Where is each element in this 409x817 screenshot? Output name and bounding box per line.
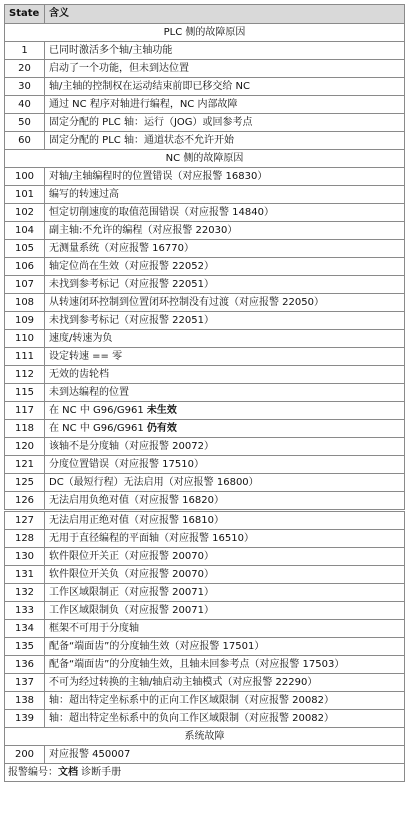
table-header-row bbox=[5, 5, 405, 24]
section-title: 系统故障 bbox=[5, 728, 405, 746]
state-meaning bbox=[45, 511, 405, 530]
table-row bbox=[5, 222, 405, 240]
table-row bbox=[5, 438, 405, 456]
table-row bbox=[5, 384, 405, 402]
state-code: 40 bbox=[5, 96, 45, 114]
state-meaning bbox=[45, 692, 405, 710]
meaning-text: 未找到参考标记（对应报警 22051） bbox=[49, 314, 214, 326]
state-code: 132 bbox=[5, 584, 45, 602]
table-row bbox=[5, 186, 405, 204]
meaning-text: 框架不可用于分度轴 bbox=[49, 622, 139, 634]
section-header-row bbox=[5, 150, 405, 168]
meaning-text: 从转速闭环控制到位置闭环控制没有过渡（对应报警 22050） bbox=[49, 296, 324, 308]
table-row bbox=[5, 474, 405, 492]
state-code: 30 bbox=[5, 78, 45, 96]
meaning-text: 该轴不是分度轴（对应报警 20072） bbox=[49, 440, 214, 452]
state-code: 101 bbox=[5, 186, 45, 204]
table-row bbox=[5, 638, 405, 656]
state-meaning bbox=[45, 474, 405, 492]
meaning-text: 对应报警 450007 bbox=[49, 748, 131, 760]
state-code: 120 bbox=[5, 438, 45, 456]
state-code: 112 bbox=[5, 366, 45, 384]
meaning-text: 已同时激活多个轴/主轴功能 bbox=[49, 44, 173, 56]
meaning-text: 无用于直径编程的平面轴（对应报警 16510） bbox=[49, 532, 254, 544]
table-row bbox=[5, 620, 405, 638]
state-meaning bbox=[45, 584, 405, 602]
state-meaning bbox=[45, 548, 405, 566]
state-meaning bbox=[45, 492, 405, 511]
section-title: PLC 侧的故障原因 bbox=[5, 24, 405, 42]
state-code: 138 bbox=[5, 692, 45, 710]
state-meaning bbox=[45, 258, 405, 276]
table-row bbox=[5, 276, 405, 294]
state-meaning bbox=[45, 168, 405, 186]
state-meaning bbox=[45, 366, 405, 384]
meaning-text: DC（最短行程）无法启用（对应报警 16800） bbox=[49, 476, 259, 488]
meaning-emphasis: 未生效 bbox=[146, 404, 177, 416]
table-row bbox=[5, 746, 405, 764]
section-title: NC 侧的故障原因 bbox=[5, 150, 405, 168]
state-code: 121 bbox=[5, 456, 45, 474]
meaning-emphasis: 仍有效 bbox=[146, 422, 177, 434]
table-row bbox=[5, 511, 405, 530]
state-meaning bbox=[45, 746, 405, 764]
table-row bbox=[5, 710, 405, 728]
header-state: State bbox=[5, 5, 45, 24]
table-row bbox=[5, 42, 405, 60]
table-row bbox=[5, 692, 405, 710]
meaning-text: 无效的齿轮档 bbox=[49, 368, 109, 380]
state-meaning bbox=[45, 312, 405, 330]
state-meaning bbox=[45, 60, 405, 78]
state-code: 109 bbox=[5, 312, 45, 330]
table-row bbox=[5, 566, 405, 584]
table-row bbox=[5, 584, 405, 602]
meaning-text: 通过 NC 程序对轴进行编程，NC 内部故障 bbox=[49, 98, 238, 110]
table-row bbox=[5, 312, 405, 330]
table-row bbox=[5, 96, 405, 114]
meaning-text: 软件限位开关正（对应报警 20070） bbox=[49, 550, 214, 562]
footer-prefix: 报警编号： bbox=[8, 766, 58, 778]
table-body bbox=[5, 24, 405, 764]
state-code: 130 bbox=[5, 548, 45, 566]
table-row bbox=[5, 456, 405, 474]
state-meaning bbox=[45, 204, 405, 222]
table-row bbox=[5, 258, 405, 276]
meaning-text: 不可为经过转换的主轴/轴启动主轴模式（对应报警 22290） bbox=[49, 676, 318, 688]
state-code: 139 bbox=[5, 710, 45, 728]
state-meaning bbox=[45, 438, 405, 456]
state-code: 134 bbox=[5, 620, 45, 638]
table-row bbox=[5, 330, 405, 348]
state-code: 128 bbox=[5, 530, 45, 548]
state-code: 111 bbox=[5, 348, 45, 366]
state-meaning bbox=[45, 420, 405, 438]
state-meaning bbox=[45, 294, 405, 312]
state-meaning bbox=[45, 114, 405, 132]
meaning-text: 轴：超出特定坐标系中的负向工作区域限制（对应报警 20082） bbox=[49, 712, 334, 724]
state-code: 104 bbox=[5, 222, 45, 240]
state-code: 127 bbox=[5, 511, 45, 530]
meaning-text: 软件限位开关负（对应报警 20070） bbox=[49, 568, 214, 580]
state-code: 60 bbox=[5, 132, 45, 150]
state-code: 131 bbox=[5, 566, 45, 584]
state-meaning bbox=[45, 710, 405, 728]
state-meaning bbox=[45, 456, 405, 474]
meaning-text: 启动了一个功能，但未到达位置 bbox=[49, 62, 189, 74]
meaning-text: 工作区域限制负（对应报警 20071） bbox=[49, 604, 214, 616]
table-row bbox=[5, 674, 405, 692]
state-meaning bbox=[45, 276, 405, 294]
state-code: 136 bbox=[5, 656, 45, 674]
state-table bbox=[4, 4, 405, 782]
state-code: 102 bbox=[5, 204, 45, 222]
meaning-text: 无测量系统（对应报警 16770） bbox=[49, 242, 194, 254]
table-row bbox=[5, 366, 405, 384]
footer-suffix: 诊断手册 bbox=[78, 766, 122, 778]
state-meaning bbox=[45, 96, 405, 114]
table-row bbox=[5, 240, 405, 258]
meaning-text: 配备“端面齿”的分度轴生效（对应报警 17501） bbox=[49, 640, 265, 652]
meaning-text: 固定分配的 PLC 轴：运行（JOG）或回参考点 bbox=[49, 116, 253, 128]
state-meaning bbox=[45, 78, 405, 96]
meaning-text: 轴/主轴的控制权在运动结束前即已移交给 NC bbox=[49, 80, 251, 92]
table-row bbox=[5, 60, 405, 78]
state-code: 126 bbox=[5, 492, 45, 511]
footer-note bbox=[5, 764, 405, 782]
state-meaning bbox=[45, 330, 405, 348]
table-row bbox=[5, 548, 405, 566]
state-code: 200 bbox=[5, 746, 45, 764]
meaning-text: 未找到参考标记（对应报警 22051） bbox=[49, 278, 214, 290]
state-meaning bbox=[45, 530, 405, 548]
table-row bbox=[5, 114, 405, 132]
state-code: 1 bbox=[5, 42, 45, 60]
state-code: 100 bbox=[5, 168, 45, 186]
meaning-text: 工作区域限制正（对应报警 20071） bbox=[49, 586, 214, 598]
meaning-text: 恒定切削速度的取值范围错误（对应报警 14840） bbox=[49, 206, 274, 218]
meaning-text: 速度/转速为负 bbox=[49, 332, 113, 344]
meaning-text: 轴定位尚在生效（对应报警 22052） bbox=[49, 260, 214, 272]
table-row bbox=[5, 168, 405, 186]
state-meaning bbox=[45, 566, 405, 584]
meaning-text: 编写的转速过高 bbox=[49, 188, 119, 200]
meaning-text: 配备“端面齿”的分度轴生效，且轴未回参考点（对应报警 17503） bbox=[49, 658, 345, 670]
meaning-text: 无法启用负绝对值（对应报警 16820） bbox=[49, 494, 224, 506]
meaning-text: 分度位置错误（对应报警 17510） bbox=[49, 458, 204, 470]
section-header-row bbox=[5, 728, 405, 746]
state-code: 137 bbox=[5, 674, 45, 692]
state-code: 20 bbox=[5, 60, 45, 78]
footer-bold: 文档 bbox=[58, 766, 78, 778]
meaning-text: 在 NC 中 G96/G961 bbox=[49, 422, 147, 434]
state-meaning bbox=[45, 42, 405, 60]
state-meaning bbox=[45, 620, 405, 638]
meaning-text: 轴：超出特定坐标系中的正向工作区域限制（对应报警 20082） bbox=[49, 694, 334, 706]
state-meaning bbox=[45, 222, 405, 240]
state-meaning bbox=[45, 186, 405, 204]
table-row bbox=[5, 602, 405, 620]
meaning-text: 无法启用正绝对值（对应报警 16810） bbox=[49, 514, 224, 526]
state-code: 135 bbox=[5, 638, 45, 656]
table-row bbox=[5, 530, 405, 548]
state-code: 118 bbox=[5, 420, 45, 438]
meaning-text: 固定分配的 PLC 轴：通道状态不允许开始 bbox=[49, 134, 234, 146]
table-row bbox=[5, 420, 405, 438]
table-row bbox=[5, 78, 405, 96]
table-row bbox=[5, 492, 405, 511]
state-code: 107 bbox=[5, 276, 45, 294]
state-meaning bbox=[45, 402, 405, 420]
footer-row bbox=[5, 764, 405, 782]
state-meaning bbox=[45, 602, 405, 620]
state-meaning bbox=[45, 674, 405, 692]
state-code: 115 bbox=[5, 384, 45, 402]
table-row bbox=[5, 132, 405, 150]
table-row bbox=[5, 294, 405, 312]
state-code: 133 bbox=[5, 602, 45, 620]
state-meaning bbox=[45, 240, 405, 258]
state-meaning bbox=[45, 656, 405, 674]
table-row bbox=[5, 204, 405, 222]
state-code: 106 bbox=[5, 258, 45, 276]
meaning-text: 在 NC 中 G96/G961 bbox=[49, 404, 147, 416]
meaning-text: 对轴/主轴编程时的位置错误（对应报警 16830） bbox=[49, 170, 268, 182]
section-header-row bbox=[5, 24, 405, 42]
table-row bbox=[5, 402, 405, 420]
state-code: 110 bbox=[5, 330, 45, 348]
state-code: 117 bbox=[5, 402, 45, 420]
meaning-text: 副主轴:不允许的编程（对应报警 22030） bbox=[49, 224, 238, 236]
table-row bbox=[5, 656, 405, 674]
table-row bbox=[5, 348, 405, 366]
meaning-text: 设定转速 == 零 bbox=[49, 350, 123, 362]
state-code: 108 bbox=[5, 294, 45, 312]
state-meaning bbox=[45, 348, 405, 366]
header-meaning: 含义 bbox=[45, 5, 405, 24]
state-code: 105 bbox=[5, 240, 45, 258]
state-meaning bbox=[45, 132, 405, 150]
state-meaning bbox=[45, 638, 405, 656]
state-meaning bbox=[45, 384, 405, 402]
meaning-text: 未到达编程的位置 bbox=[49, 386, 129, 398]
state-code: 125 bbox=[5, 474, 45, 492]
state-code: 50 bbox=[5, 114, 45, 132]
